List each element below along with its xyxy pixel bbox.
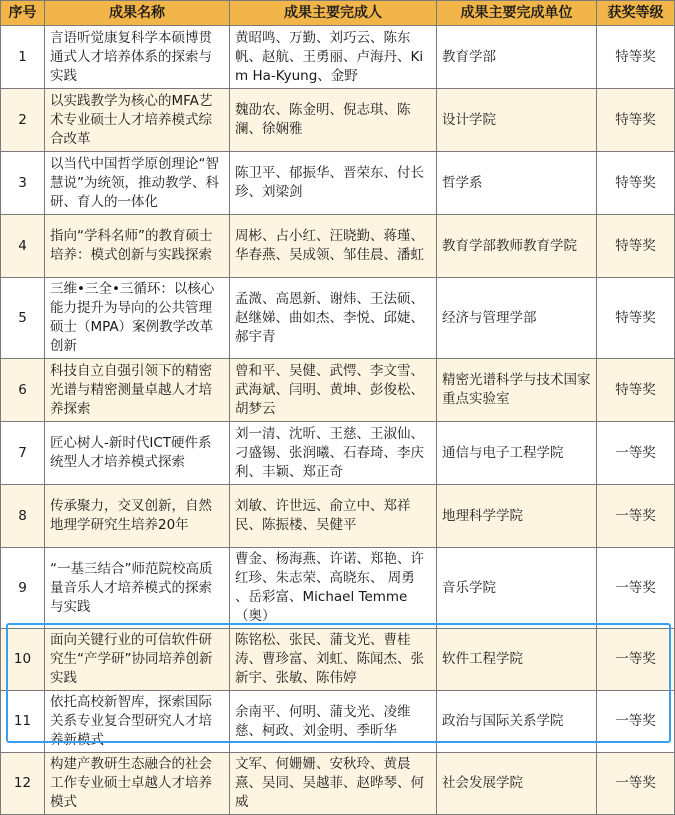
row-index: 4 bbox=[1, 215, 45, 278]
award-level: 特等奖 bbox=[597, 359, 675, 422]
main-unit: 哲学系 bbox=[437, 152, 597, 215]
row-index: 2 bbox=[1, 89, 45, 152]
table-row bbox=[1, 215, 675, 278]
main-unit: 软件工程学院 bbox=[437, 629, 597, 691]
award-level: 一等奖 bbox=[597, 753, 675, 815]
achievement-name: 以当代中国哲学原创理论“智慧说”为统领，推动教学、科研、育人的一体化 bbox=[45, 152, 230, 215]
main-contributors: 陈卫平、郁振华、晋荣东、付长珍、刘梁剑 bbox=[230, 152, 437, 215]
header-main-unit: 成果主要完成单位 bbox=[437, 1, 597, 26]
main-unit: 经济与管理学部 bbox=[437, 278, 597, 359]
row-index: 11 bbox=[1, 691, 45, 753]
main-unit: 设计学院 bbox=[437, 89, 597, 152]
row-index: 3 bbox=[1, 152, 45, 215]
award-level: 一等奖 bbox=[597, 485, 675, 548]
main-unit: 教育学部教师教育学院 bbox=[437, 215, 597, 278]
table-row bbox=[1, 152, 675, 215]
main-contributors: 曾和平、吴健、武愕、李文雪、武海斌、闫明、黄坤、彭俊松、胡梦云 bbox=[230, 359, 437, 422]
main-contributors: 曹金、杨海燕、许诺、郑艳、许红珍、朱志荣、高晓东、 周勇 、岳彩富、Michael Temme（奥） bbox=[230, 548, 437, 629]
main-unit: 政治与国际关系学院 bbox=[437, 691, 597, 753]
header-award-level: 获奖等级 bbox=[597, 1, 675, 26]
table-row bbox=[1, 629, 675, 691]
main-contributors: 黄昭鸣、万勤、刘巧云、陈东帆、赵航、王勇丽、卢海丹、Kim Ha-Kyung、金野 bbox=[230, 26, 437, 89]
award-level: 特等奖 bbox=[597, 215, 675, 278]
table-row bbox=[1, 89, 675, 152]
table-row bbox=[1, 422, 675, 485]
row-index: 8 bbox=[1, 485, 45, 548]
table-row bbox=[1, 548, 675, 629]
row-index: 9 bbox=[1, 548, 45, 629]
row-index: 12 bbox=[1, 753, 45, 815]
table-row bbox=[1, 26, 675, 89]
achievement-name: 传承聚力，交叉创新，自然地理学研究生培养20年 bbox=[45, 485, 230, 548]
award-level: 一等奖 bbox=[597, 691, 675, 753]
achievement-name: 指向“学科名师”的教育硕士培养：模式创新与实践探索 bbox=[45, 215, 230, 278]
row-index: 10 bbox=[1, 629, 45, 691]
header-main-contributors: 成果主要完成人 bbox=[230, 1, 437, 26]
main-contributors: 文军、何姗姗、安秋玲、黄晨熹、吴同、吴越菲、赵晔琴、何威 bbox=[230, 753, 437, 815]
achievement-name: 言语听觉康复科学本硕博贯通式人才培养体系的探索与实践 bbox=[45, 26, 230, 89]
main-unit: 精密光谱科学与技术国家重点实验室 bbox=[437, 359, 597, 422]
award-level: 特等奖 bbox=[597, 26, 675, 89]
main-unit: 音乐学院 bbox=[437, 548, 597, 629]
table-row bbox=[1, 485, 675, 548]
row-index: 1 bbox=[1, 26, 45, 89]
main-unit: 通信与电子工程学院 bbox=[437, 422, 597, 485]
award-level: 特等奖 bbox=[597, 278, 675, 359]
main-contributors: 余南平、何明、蒲戈光、凌维慈、柯政、刘金明、季昕华 bbox=[230, 691, 437, 753]
award-level: 特等奖 bbox=[597, 152, 675, 215]
main-contributors: 刘一清、沈昕、王慈、王淑仙、刁盛锡、张润曦、石春琦、李庆利、丰颖、郑正奇 bbox=[230, 422, 437, 485]
table-header-row bbox=[1, 1, 675, 26]
table-row bbox=[1, 359, 675, 422]
main-unit: 教育学部 bbox=[437, 26, 597, 89]
achievement-name: 依托高校新智库，探索国际关系专业复合型研究人才培养新模式 bbox=[45, 691, 230, 753]
header-achievement-name: 成果名称 bbox=[45, 1, 230, 26]
award-level: 一等奖 bbox=[597, 422, 675, 485]
achievement-name: 三维•三全•三循环：以核心能力提升为导向的公共管理硕士（MPA）案例教学改革创新 bbox=[45, 278, 230, 359]
award-level: 一等奖 bbox=[597, 629, 675, 691]
achievement-name: 匠心树人-新时代ICT硬件系统型人才培养模式探索 bbox=[45, 422, 230, 485]
row-index: 5 bbox=[1, 278, 45, 359]
row-index: 7 bbox=[1, 422, 45, 485]
award-level: 特等奖 bbox=[597, 89, 675, 152]
main-contributors: 陈铭松、张民、蒲戈光、曹桂涛、曹珍富、刘虹、陈闻杰、张新宇、张敏、陈伟婷 bbox=[230, 629, 437, 691]
main-contributors: 刘敏、许世远、俞立中、郑祥民、陈振楼、吴健平 bbox=[230, 485, 437, 548]
award-level: 一等奖 bbox=[597, 548, 675, 629]
main-contributors: 孟溦、高恩新、谢炜、王法硕、赵继娣、曲如杰、李悦、邱婕、郝宇青 bbox=[230, 278, 437, 359]
table-row bbox=[1, 691, 675, 753]
achievement-name: 构建产教研生态融合的社会工作专业硕士卓越人才培养模式 bbox=[45, 753, 230, 815]
header-index: 序号 bbox=[1, 1, 45, 26]
main-contributors: 魏劭农、陈金明、倪志琪、陈澜、徐娴雅 bbox=[230, 89, 437, 152]
achievement-name: 科技自立自强引领下的精密光谱与精密测量卓越人才培养探索 bbox=[45, 359, 230, 422]
achievement-name: 以实践教学为核心的MFA艺术专业硕士人才培养模式综合改革 bbox=[45, 89, 230, 152]
main-unit: 社会发展学院 bbox=[437, 753, 597, 815]
main-unit: 地理科学学院 bbox=[437, 485, 597, 548]
row-index: 6 bbox=[1, 359, 45, 422]
achievement-name: “一基三结合”师范院校高质量音乐人才培养模式的探索与实践 bbox=[45, 548, 230, 629]
achievement-name: 面向关键行业的可信软件研究生“产学研”协同培养创新实践 bbox=[45, 629, 230, 691]
table-row bbox=[1, 278, 675, 359]
main-contributors: 周彬、占小红、汪晓勤、蒋瑾、华春燕、吴成领、邹佳晨、潘虹 bbox=[230, 215, 437, 278]
table-row bbox=[1, 753, 675, 815]
